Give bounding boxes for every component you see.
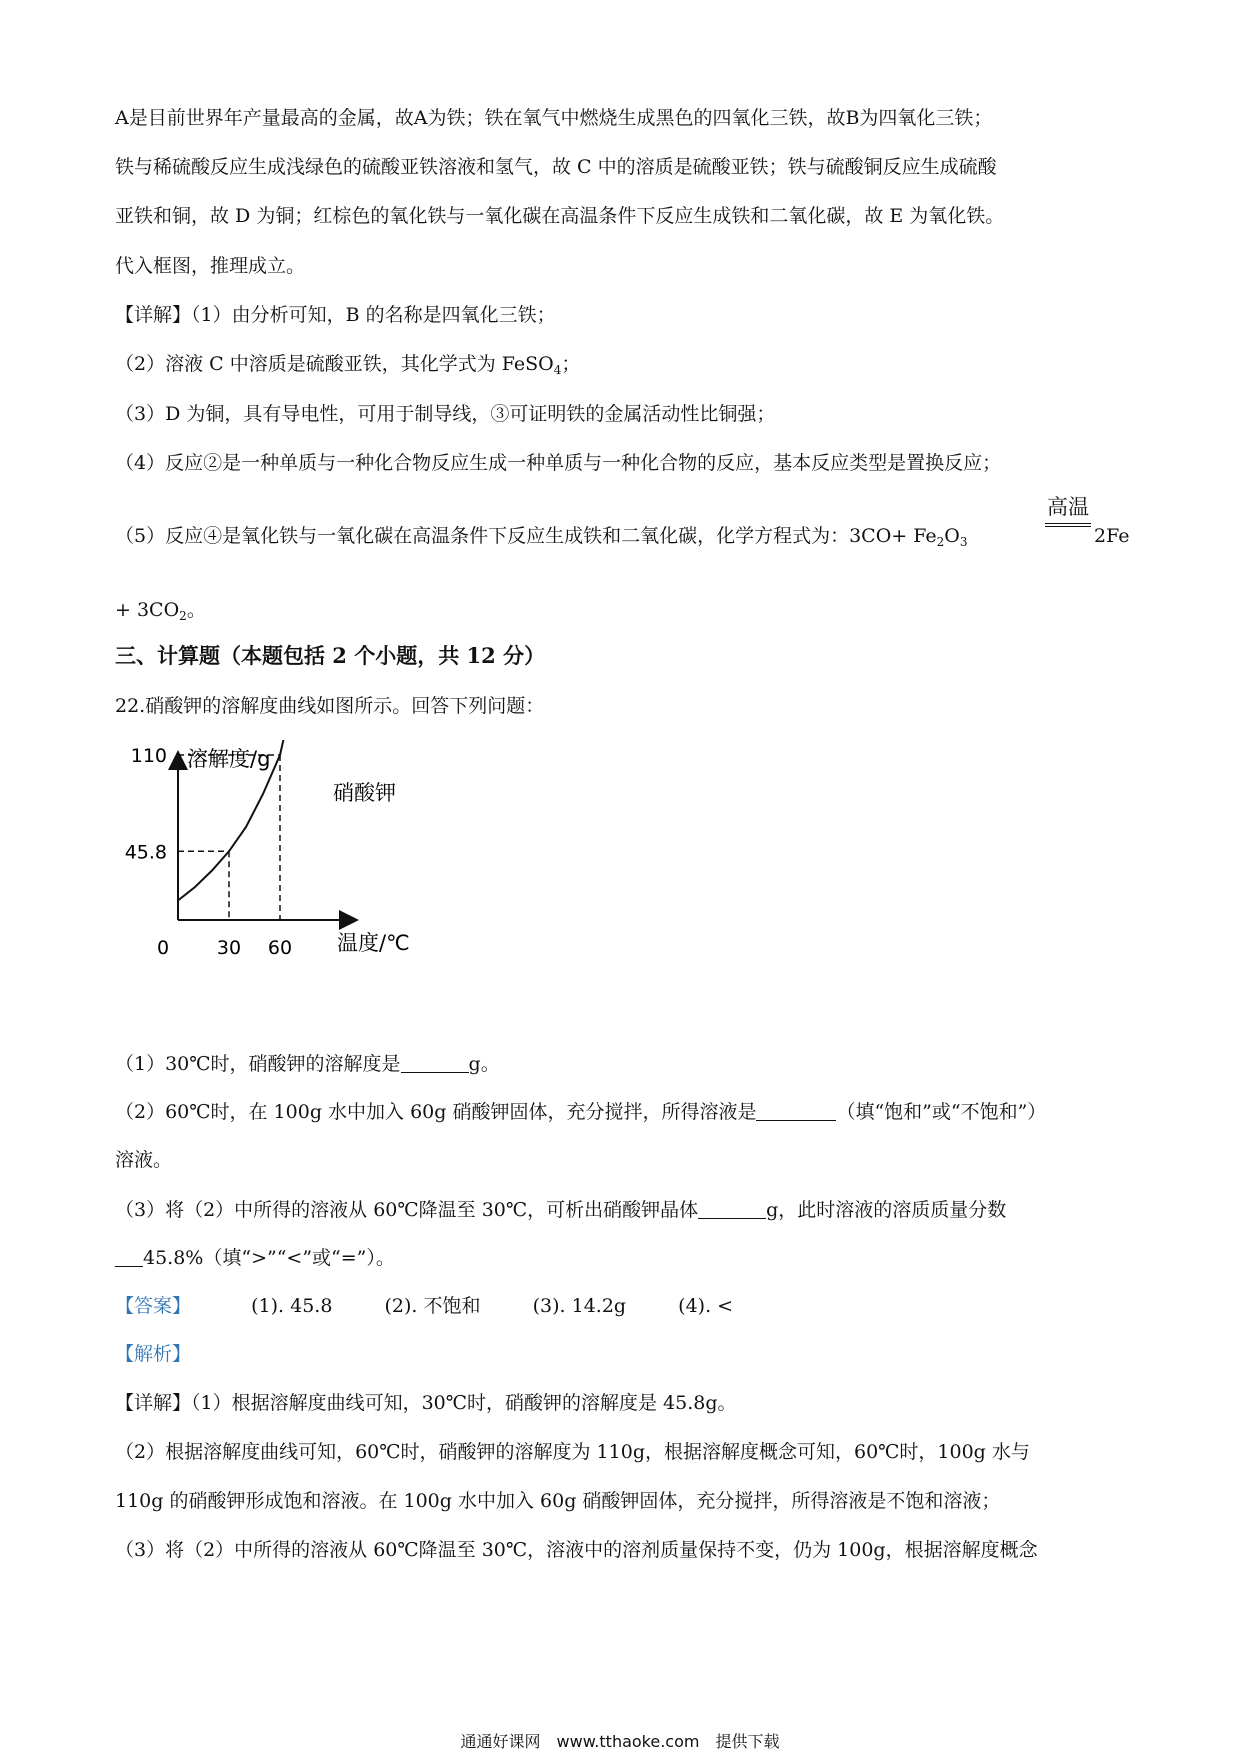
detail2-line-2: （2）根据溶解度曲线可知，60℃时，硝酸钾的溶解度为 110g，根据溶解度概念可知，60℃时，100g 水与 [115, 1441, 1030, 1463]
analysis-label: 【解析】 [115, 1343, 192, 1365]
detail2-line-1: 【详解】（1）根据溶解度曲线可知，30℃时，硝酸钾的溶解度是 45.8g。 [115, 1392, 737, 1414]
answer-3: (3). 14.2g [532, 1295, 627, 1317]
reaction-condition [1045, 494, 1091, 527]
detail1-item-1: 【详解】（1）由分析可知，B 的名称是四氧化三铁； [115, 304, 556, 326]
answer-4: (4). < [678, 1295, 734, 1317]
equation-product-co2: + $3CO_2$。 [115, 599, 206, 623]
detail1-item-2: （2）溶液 C 中溶质是硫酸亚铁，其化学式为 FeSO$_4$； [115, 353, 581, 377]
section-title: 三、计算题（本题包括 2 个小题，共 12 分） [115, 643, 546, 668]
q22-sub2-cont: 溶液。 [115, 1149, 173, 1171]
detail2-line-4: （3）将（2）中所得的溶液从 60℃降温至 30℃，溶液中的溶剂质量保持不变，仍为 100g，根据溶解度概念 [115, 1539, 1038, 1561]
q22-stem: 22.硝酸钾的溶解度曲线如图所示。回答下列问题： [115, 695, 545, 717]
equation-double-bar [1045, 523, 1091, 527]
answer-2: (2). 不饱和 [384, 1295, 481, 1317]
y-tick-label: 45.8 [124, 841, 167, 864]
blank-1[interactable] [401, 1052, 469, 1073]
x-tick-label: 30 [216, 937, 242, 959]
q22-sub3-cont: 45.8%（填“>”“<”或“=”）。 [115, 1244, 395, 1272]
x-axis-label: 温度/℃ [337, 931, 410, 955]
detail1-item-3: （3）D 为铜，具有导电性，可用于制导线，③可证明铁的金属活动性比铜强； [115, 403, 776, 425]
analysis-line-3: 亚铁和铜，故 D 为铜；红棕色的氧化铁与一氧化碳在高温条件下反应生成铁和二氧化碳，故 E 为氧化铁。 [115, 205, 1005, 227]
x-tick-label: 0 [156, 937, 170, 959]
series-label: 硝酸钾 [333, 781, 396, 805]
analysis-line-4: 代入框图，推理成立。 [115, 255, 306, 277]
solubility-chart [115, 740, 435, 970]
detail2-line-3: 110g 的硝酸钾形成饱和溶液。在 100g 水中加入 60g 硝酸钾固体，充分搅拌，所得溶液是不饱和溶液； [115, 1490, 1001, 1512]
answer-row [115, 1292, 733, 1320]
analysis-line-2: 铁与稀硫酸反应生成浅绿色的硫酸亚铁溶液和氢气，故 C 中的溶质是硫酸亚铁；铁与硫酸铜反应生成硫酸 [115, 156, 997, 178]
equation-product-fe: 2Fe [1094, 525, 1130, 547]
answer-1: (1). 45.8 [251, 1295, 333, 1317]
y-axis-label: 溶解度/g [187, 747, 271, 771]
blank-4[interactable] [115, 1246, 143, 1267]
answer-label: 【答案】 [115, 1295, 192, 1317]
footer: 通通好课网 www.tthaoke.com 提供下载 [460, 1732, 780, 1751]
q22-sub1: （1）30℃时，硝酸钾的溶解度是 g。 [115, 1053, 500, 1075]
guide-lines [178, 755, 280, 920]
condition-label: 高温 [1047, 495, 1089, 519]
blank-2[interactable] [756, 1100, 836, 1121]
detail1-item-4: （4）反应②是一种单质与一种化合物反应生成一种单质与一种化合物的反应，基本反应类型是置换反应； [115, 452, 1002, 474]
q22-sub3: （3）将（2）中所得的溶液从 60℃降温至 30℃，可析出硝酸钾晶体 g，此时溶液的溶质质量分数 [115, 1199, 1007, 1221]
blank-3[interactable] [698, 1198, 766, 1219]
x-tick-label: 60 [267, 937, 293, 959]
q22-sub2: （2）60℃时，在 100g 水中加入 60g 硝酸钾固体，充分搅拌，所得溶液是 （填“饱和”或“不饱和”） [115, 1101, 1047, 1123]
y-tick-label: 110 [130, 745, 167, 767]
detail1-item-5: （5）反应④是氧化铁与一氧化碳在高温条件下反应生成铁和二氧化碳，化学方程式为：$3CO+ Fe_2O_3$ [115, 525, 968, 549]
analysis-line-1: A是目前世界年产量最高的金属，故A为铁；铁在氧气中燃烧生成黑色的四氧化三铁，故B为四氧化三铁； [115, 107, 993, 129]
